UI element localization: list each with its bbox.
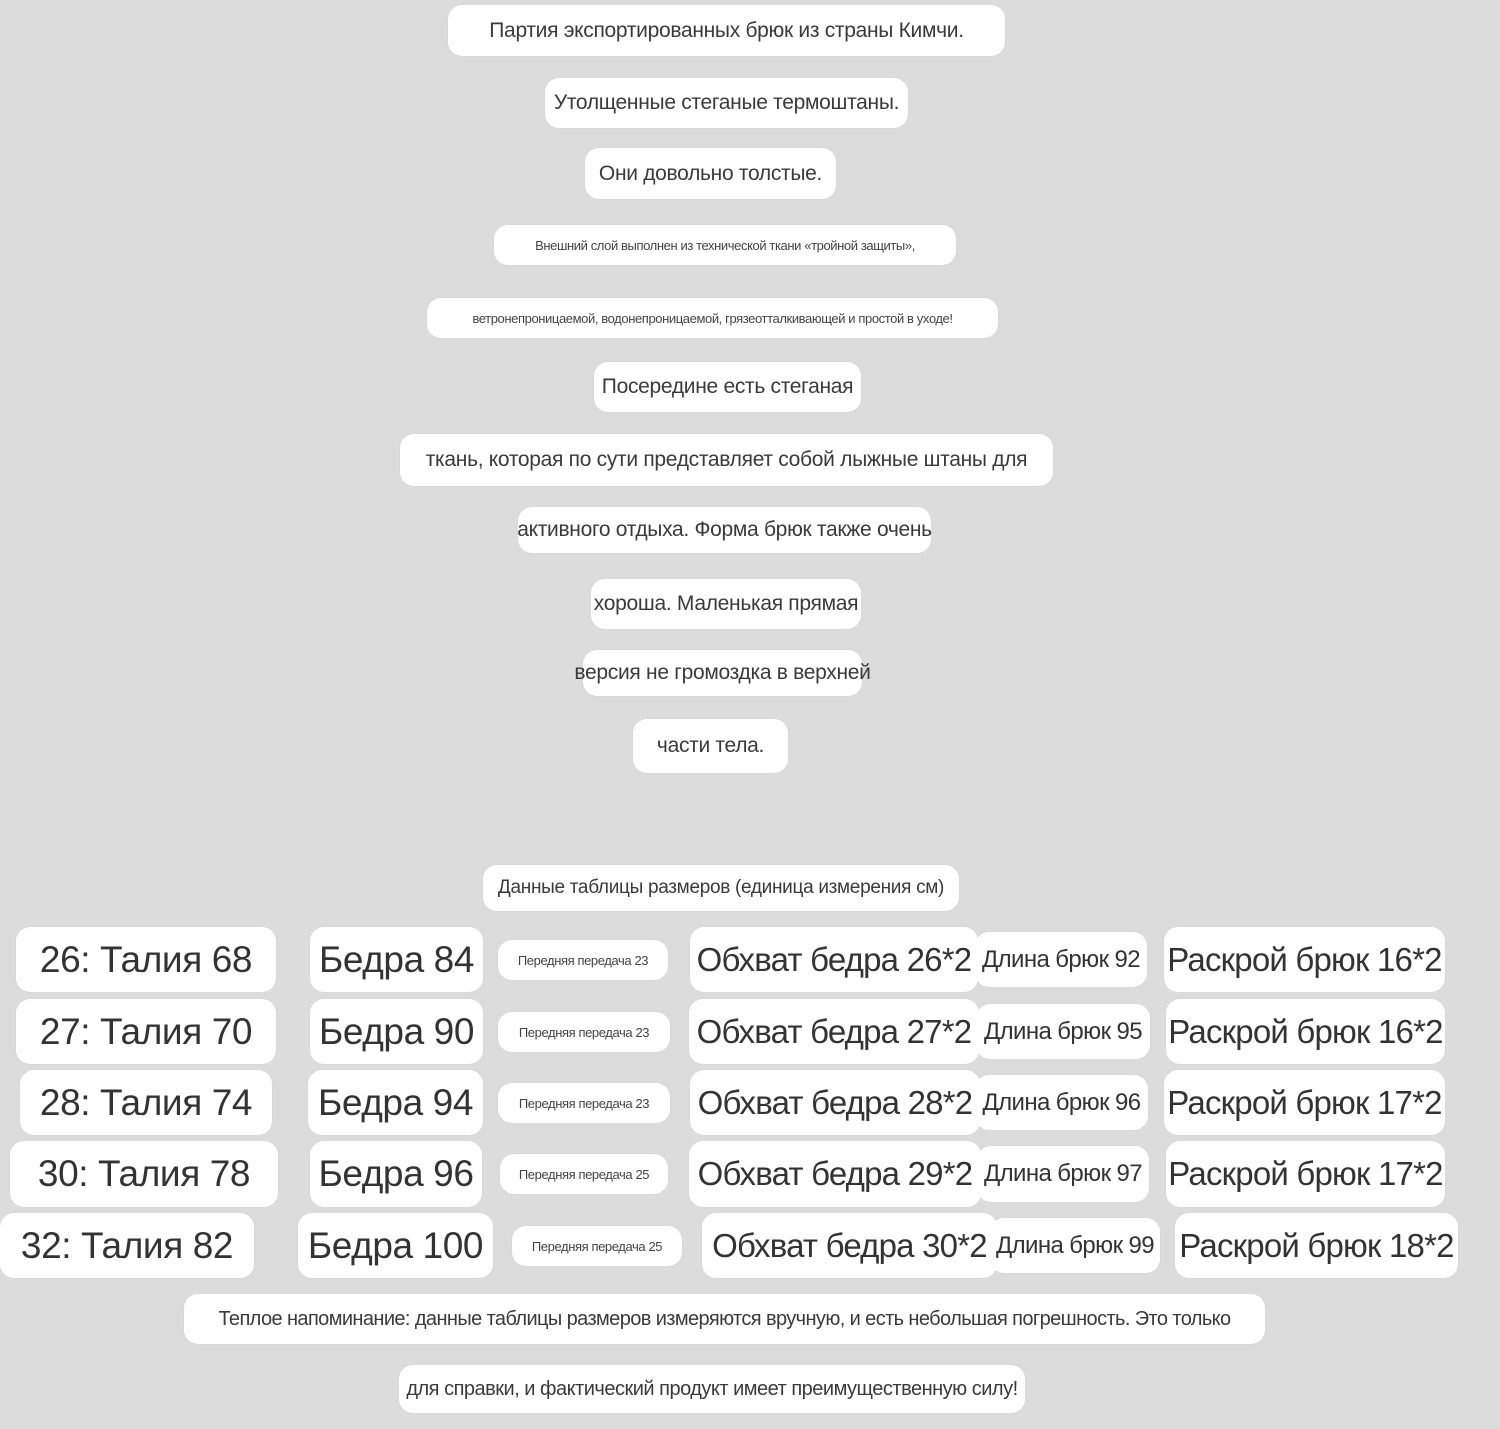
intro-line-3: Они довольно толстые. — [585, 148, 836, 199]
intro-line-10: версия не громоздка в верхней — [583, 650, 862, 696]
table-row-3-front-rise: Передняя передача 23 — [498, 1083, 670, 1123]
table-row-2-hips: Бедра 90 — [310, 999, 483, 1064]
intro-line-5: ветронепроницаемой, водонепроницаемой, грязеотталкивающей и простой в уходе! — [427, 298, 998, 338]
table-row-5-front-rise: Передняя передача 25 — [512, 1226, 682, 1266]
table-row-2-length: Длина брюк 95 — [976, 1004, 1150, 1059]
table-row-3-size: 28: Талия 74 — [20, 1070, 272, 1135]
intro-line-8: активного отдыха. Форма брюк также очень — [518, 507, 931, 553]
table-row-4-front-rise: Передняя передача 25 — [500, 1154, 668, 1194]
table-row-2-front-rise: Передняя передача 23 — [498, 1012, 670, 1052]
table-row-1-thigh: Обхват бедра 26*2 — [690, 927, 978, 992]
table-row-2-leg-opening: Раскрой брюк 16*2 — [1166, 999, 1445, 1064]
intro-line-1: Партия экспортированных брюк из страны Кимчи. — [448, 5, 1005, 56]
table-row-1-length: Длина брюк 92 — [975, 932, 1147, 987]
table-row-1-hips: Бедра 84 — [310, 927, 483, 992]
table-row-4-hips: Бедра 96 — [310, 1141, 482, 1207]
table-row-4-thigh: Обхват бедра 29*2 — [689, 1141, 981, 1207]
table-row-1-size: 26: Талия 68 — [16, 927, 276, 992]
table-row-1-leg-opening: Раскрой брюк 16*2 — [1164, 927, 1445, 992]
intro-line-9: хороша. Маленькая прямая — [591, 579, 861, 629]
table-row-3-hips: Бедра 94 — [308, 1070, 483, 1135]
intro-line-6: Посередине есть стеганая — [594, 362, 861, 412]
intro-line-4: Внешний слой выполнен из технической ткани «тройной защиты», — [494, 225, 956, 265]
table-row-5-size: 32: Талия 82 — [0, 1213, 254, 1278]
table-row-3-leg-opening: Раскрой брюк 17*2 — [1164, 1070, 1445, 1135]
intro-line-7: ткань, которая по сути представляет собой лыжные штаны для — [400, 434, 1053, 486]
table-row-3-length: Длина брюк 96 — [975, 1075, 1148, 1130]
table-row-5-hips: Бедра 100 — [298, 1213, 493, 1278]
intro-line-11: части тела. — [633, 719, 788, 773]
intro-line-2: Утолщенные стеганые термоштаны. — [545, 78, 908, 128]
table-row-4-size: 30: Талия 78 — [10, 1141, 278, 1207]
size-table-heading: Данные таблицы размеров (единица измерения см) — [483, 865, 959, 911]
table-row-2-thigh: Обхват бедра 27*2 — [689, 999, 979, 1064]
reminder-line-2: для справки, и фактический продукт имеет преимущественную силу! — [399, 1365, 1025, 1413]
table-row-5-leg-opening: Раскрой брюк 18*2 — [1175, 1213, 1458, 1278]
table-row-4-length: Длина брюк 97 — [977, 1146, 1149, 1202]
table-row-3-thigh: Обхват бедра 28*2 — [690, 1070, 980, 1135]
table-row-4-leg-opening: Раскрой брюк 17*2 — [1166, 1141, 1445, 1207]
reminder-line-1: Теплое напоминание: данные таблицы размеров измеряются вручную, и есть небольшая погрешность. Это только — [184, 1294, 1265, 1344]
table-row-5-thigh: Обхват бедра 30*2 — [702, 1213, 997, 1278]
table-row-5-length: Длина брюк 99 — [990, 1218, 1160, 1273]
table-row-2-size: 27: Талия 70 — [16, 999, 276, 1064]
table-row-1-front-rise: Передняя передача 23 — [498, 940, 668, 980]
